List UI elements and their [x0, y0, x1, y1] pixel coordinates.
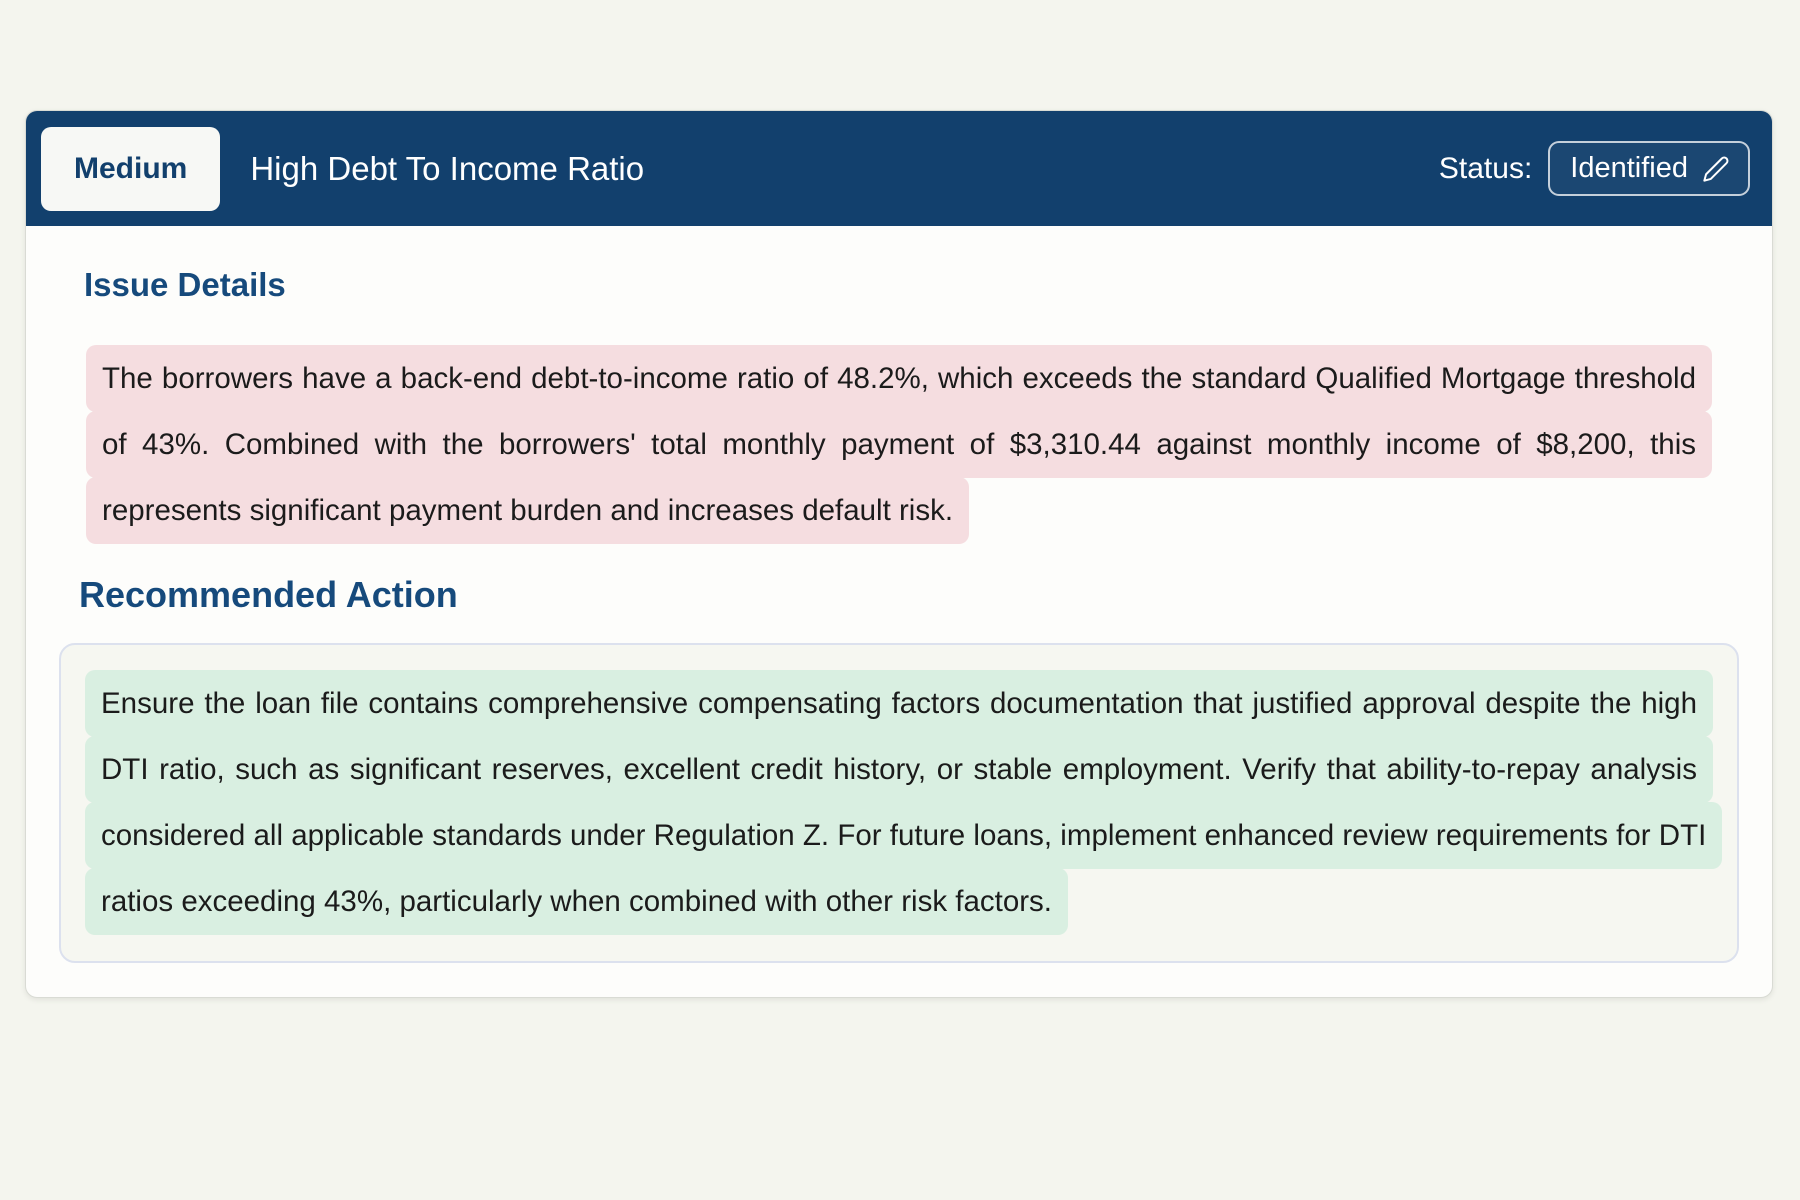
status-value: Identified	[1570, 152, 1688, 184]
pencil-icon	[1702, 155, 1730, 183]
recommended-action-highlight: Ensure the loan file contains comprehensive compensating factors documentation that justified approval despite the high DTI ratio, such as significant reserves, excellent credit history, or stable employment. Verify that ability-to-repay analysis considered all applicable standards under Regulation Z. For future loans, implement enhanced review requirements for DTI ratios exceeding 43%, particularly when combined with other risk factors.	[85, 670, 1722, 935]
recommended-action-heading: Recommended Action	[79, 574, 458, 615]
issue-card-body	[26, 226, 1772, 997]
issue-details-paragraph	[86, 346, 1712, 544]
recommended-action-box	[59, 643, 1739, 963]
severity-badge: Medium	[41, 127, 220, 211]
issue-title: High Debt To Income Ratio	[250, 149, 645, 187]
status-label: Status:	[1438, 151, 1533, 185]
issue-details-highlight: The borrowers have a back-end debt-to-income ratio of 48.2%, which exceeds the standard Qualified Mortgage threshold of 43%. Combined with the borrowers' total monthly payment of $3,310.44 against monthly income of $8,200, this represents significant payment burden and increases default risk.	[86, 345, 1712, 544]
status-section	[1439, 141, 1750, 196]
issue-details-heading: Issue Details	[84, 266, 286, 303]
issue-detail-card	[25, 110, 1773, 998]
issue-card-header	[26, 111, 1772, 226]
status-edit-button[interactable]	[1548, 141, 1750, 196]
recommended-action-paragraph	[85, 671, 1713, 935]
